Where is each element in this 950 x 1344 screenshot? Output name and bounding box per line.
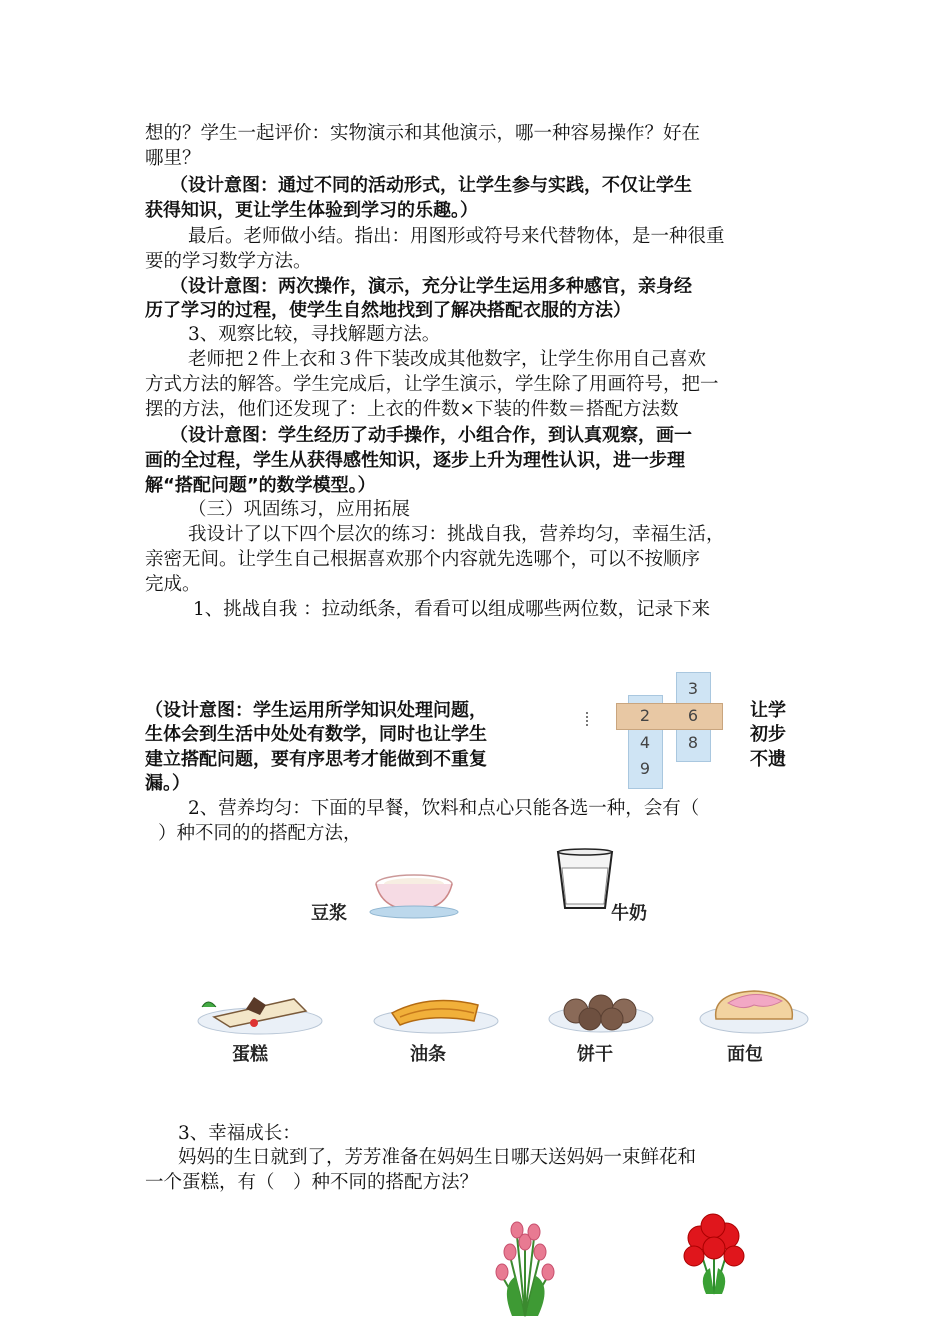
design-intent-line: 不遗 (750, 749, 786, 770)
strip-digit: 3 (687, 679, 699, 698)
text-line: 方式方法的解答。学生完成后，让学生演示，学生除了用画符号，把一 (145, 374, 719, 395)
design-intent-line: 历了学习的过程，使学生自然地找到了解决搭配衣服的方法） (145, 300, 631, 321)
strip-digit: 4 (639, 733, 651, 752)
design-intent-line: 生体会到生活中处处有数学，同时也让学生 (145, 724, 487, 745)
text-line: 要的学习数学方法。 (145, 251, 312, 272)
text-line: 亲密无间。让学生自己根据喜欢那个内容就先选哪个，可以不按顺序 (145, 549, 701, 570)
text-line: 老师把２件上衣和３件下装改成其他数字，让学生你用自己喜欢 (188, 349, 707, 370)
exercise-3-heading: 3、幸福成长： (178, 1123, 301, 1144)
cake-label: 蛋糕 (232, 1044, 268, 1065)
carnation-bouquet-icon (680, 1212, 748, 1296)
horizontal-strip (616, 703, 723, 730)
design-intent-line: （设计意图：学生运用所学知识处理问题， (145, 700, 487, 721)
design-intent-line: 让学 (750, 700, 786, 721)
fried-dough-label: 油条 (410, 1044, 446, 1065)
text-line: ）种不同的的搭配方法， (158, 823, 362, 844)
bowl-icon (368, 872, 460, 920)
text-line: 妈妈的生日就到了，芳芳准备在妈妈生日哪天送妈妈一束鲜花和 (178, 1147, 697, 1168)
text-line: 摆的方法，他们还发现了：上衣的件数×下装的件数＝搭配方法数 (145, 399, 679, 420)
milk-label: 牛奶 (611, 903, 647, 924)
cake-icon (194, 987, 326, 1037)
design-intent-line: 解“搭配问题”的数学模型。） (145, 475, 376, 496)
strip-digit: 9 (639, 759, 651, 778)
strip-digit: 2 (639, 706, 651, 725)
text-line: 3、观察比较，寻找解题方法。 (188, 324, 441, 345)
text-line: 一个蛋糕，有（ ）种不同的搭配方法？ (145, 1172, 479, 1193)
section-heading: （三）巩固练习，应用拓展 (188, 499, 411, 520)
text-line: 最后。老师做小结。指出：用图形或符号来代替物体，是一种很重 (188, 226, 725, 247)
fried-dough-icon (370, 991, 502, 1037)
design-intent-line: 画的全过程，学生从获得感性知识，逐步上升为理性认识，进一步理 (145, 450, 685, 471)
strip-digit: 8 (687, 733, 699, 752)
tulip-bouquet-icon (490, 1216, 560, 1322)
text-line: 想的？学生一起评价：实物演示和其他演示，哪一种容易操作？好在 (145, 123, 701, 144)
bread-label: 面包 (727, 1044, 763, 1065)
design-intent-line: 漏。） (145, 773, 190, 794)
design-intent-line: 获得知识，更让学生体验到学习的乐趣。） (145, 200, 478, 221)
bread-icon (698, 985, 810, 1037)
design-intent-line: 初步 (750, 724, 786, 745)
design-intent-line: 建立搭配问题，要有序思考才能做到不重复 (145, 749, 487, 770)
design-intent-line: （设计意图：两次操作，演示，充分让学生运用多种感官，亲身经 (170, 276, 692, 297)
exercise-1-heading: 1、挑战自我 ：拉动纸条，看看可以组成哪些两位数，记录下来 (193, 599, 711, 620)
exercise-2-heading: 2、营养均匀：下面的早餐，饮料和点心只能各选一种，会有（ (188, 798, 700, 819)
design-intent-line: （设计意图：通过不同的活动形式，让学生参与实践，不仅让学生 (170, 175, 692, 196)
strip-marker (586, 712, 591, 726)
biscuit-label: 饼干 (577, 1044, 613, 1065)
text-line: 我设计了以下四个层次的练习：挑战自我，营养均匀，幸福生活， (188, 524, 725, 545)
strip-digit: 6 (687, 706, 699, 725)
text-line: 哪里？ (145, 148, 201, 169)
soy-milk-label: 豆浆 (311, 903, 347, 924)
biscuit-icon (546, 991, 656, 1037)
text-line: 完成。 (145, 574, 201, 595)
glass-icon (552, 848, 618, 916)
design-intent-line: （设计意图：学生经历了动手操作，小组合作，到认真观察，画一 (170, 425, 692, 446)
